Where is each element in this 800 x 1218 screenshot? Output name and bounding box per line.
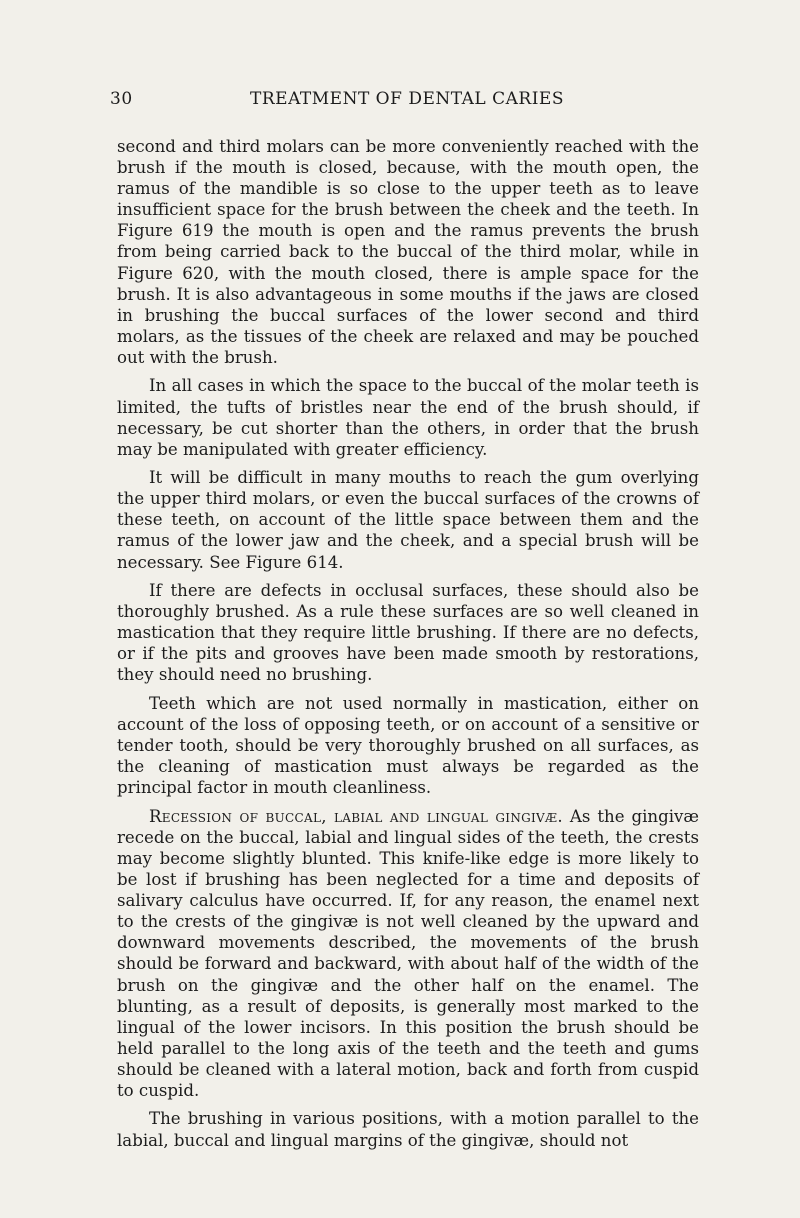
- paragraph: Teeth which are not used normally in mastication, either on account of the loss of opposing teeth, or on account of a sensitive or tender tooth, should be very thoroughly brushed on all surfaces, as the cleaning of mastication must always be regarded as the principal factor in mouth cleanliness.: [117, 693, 699, 798]
- page-number: 30: [110, 89, 133, 109]
- body-text: [117, 136, 699, 1158]
- paragraph: The brushing in various positions, with a motion parallel to the labial, buccal and lingual margins of the gingivæ, should not: [117, 1109, 699, 1150]
- section-text: As the gingivæ recede on the buccal, labial and lingual sides of the teeth, the crests may become slightly blunted. This knife-like edge is more likely to be lost if brushing has been neglected for a time and deposits of salivary calculus have occurred. If, for any reason, the enamel next to the crests of the gingivæ is not well cleaned by the upward and downward movements described, the movements of the brush should be forward and backward, with about half of the width of the brush on the gingivæ and the other half on the enamel. The blunting, as a result of deposits, is generally most marked to the lingual of the lower incisors. In this position the brush should be held parallel to the long axis of the teeth and the teeth and gums should be cleaned with a lateral motion, back and forth from cuspid to cuspid.: [117, 806, 699, 1100]
- paragraph: If there are defects in occlusal surfaces, these should also be thoroughly brushed. As a rule these surfaces are so well cleaned in mastication that they require little brushing. If there are no defects, or if the pits and grooves have been made smooth by restorations, they should need no brushing.: [117, 581, 699, 685]
- running-head: TREATMENT OF DENTAL CARIES: [250, 89, 564, 109]
- paragraph: It will be difficult in many mouths to reach the gum overlying the upper third molars, or even the buccal surfaces of the crowns of these teeth, on account of the little space between them and the ramus of the lower jaw and the cheek, and a special brush will be necessary. See Figure 614.: [117, 468, 699, 572]
- section-heading: Recession of buccal, labial and lingual gingivæ.: [149, 806, 563, 826]
- paragraph: In all cases in which the space to the buccal of the molar teeth is limited, the tufts of bristles near the end of the brush should, if necessary, be cut shorter than the others, in order that the brush may be manipulated with greater efficiency.: [117, 376, 699, 459]
- section-paragraph: [117, 806, 699, 1101]
- page-header: [110, 89, 704, 115]
- paragraph: second and third molars can be more conveniently reached with the brush if the mouth is closed, because, with the mouth open, the ramus of the mandible is so close to the upper teeth as to leave insufficient space for the brush between the cheek and the teeth. In Figure 619 the mouth is open and the ramus prevents the brush from being carried back to the buccal of the third molar, while in Figure 620, with the mouth closed, there is ample space for the brush. It is also advantageous in some mouths if the jaws are closed in brushing the buccal surfaces of the lower second and third molars, as the tissues of the cheek are relaxed and may be pouched out with the brush.: [117, 137, 699, 367]
